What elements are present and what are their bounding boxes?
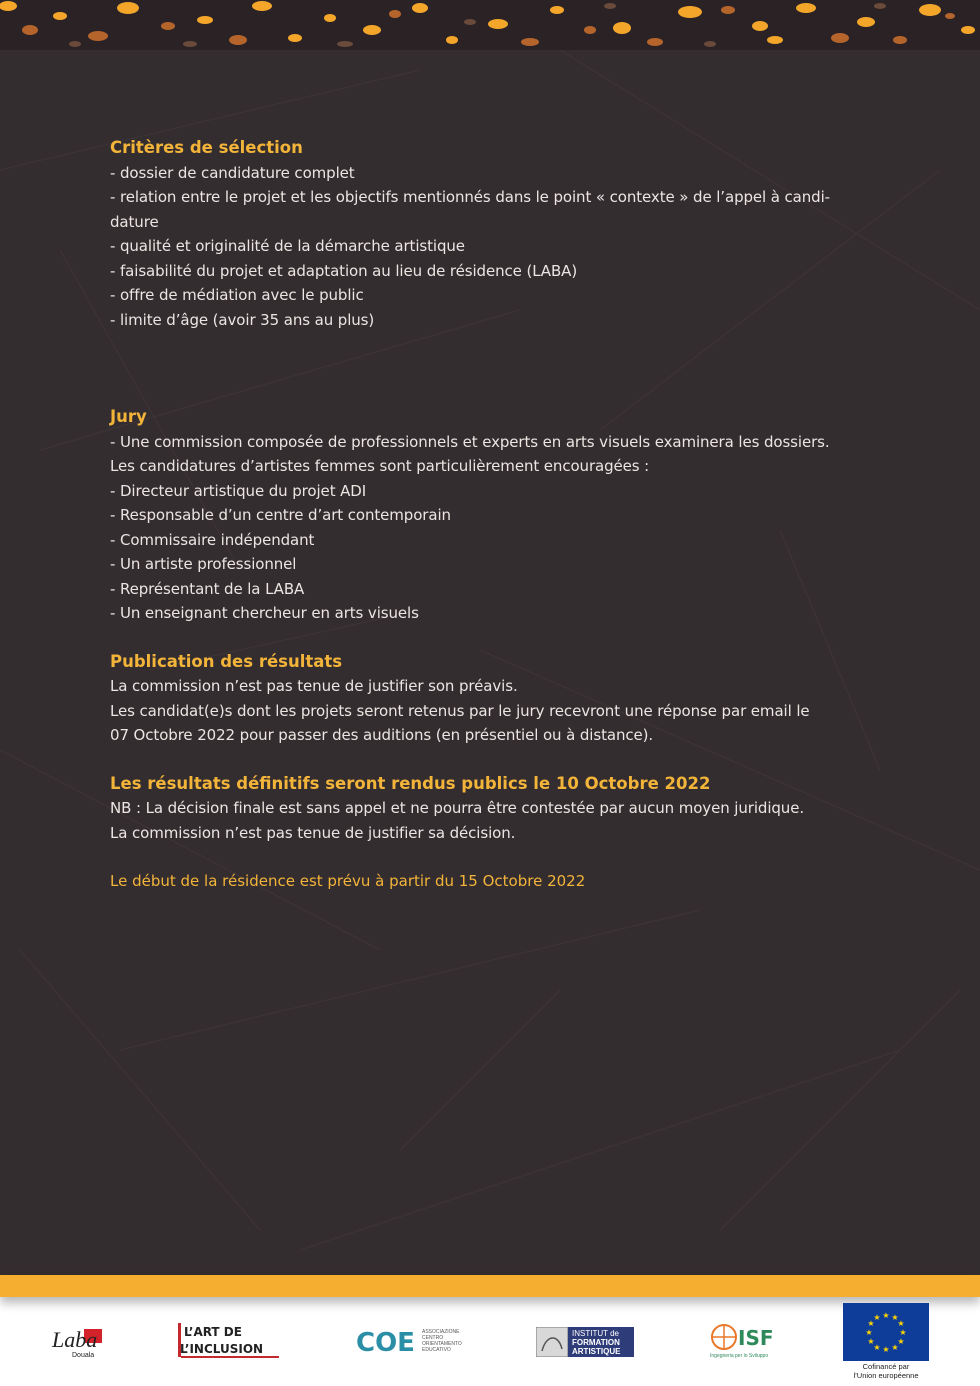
laba-logo (50, 1325, 106, 1361)
jury-line: - Responsable d’un centre d’art contemporain (110, 506, 451, 524)
svg-text:★: ★ (882, 1311, 890, 1320)
publication-line: 07 Octobre 2022 pour passer des auditions (en présentiel ou à distance). (110, 726, 654, 744)
footer-accent-bar (0, 1275, 980, 1297)
svg-text:Laba: Laba (52, 1327, 98, 1352)
svg-text:★: ★ (897, 1319, 905, 1328)
svg-text:ASSOCIAZIONE: ASSOCIAZIONE (422, 1329, 460, 1335)
art-inclusion-logo (178, 1323, 282, 1359)
criteres-line: - qualité et originalité de la démarche artistique (110, 237, 465, 255)
jury-line: - Un enseignant chercheur en arts visuels (110, 604, 419, 622)
svg-text:Douala: Douala (72, 1352, 95, 1359)
section-title-criteres: Critères de sélection (110, 138, 303, 157)
jury-line: - Un artiste professionnel (110, 555, 297, 573)
criteres-line: dature (110, 212, 159, 231)
eu-caption: Cofinancé par l’Union européenne (853, 1362, 919, 1380)
residence-start-note: Le début de la résidence est prévu à partir du 15 Octobre 2022 (110, 872, 586, 890)
svg-text:★: ★ (891, 1313, 899, 1322)
criteres-line: - faisabilité du projet et adaptation au lieu de résidence (LABA) (110, 261, 578, 280)
ifa-logo (536, 1327, 634, 1357)
criteres-line: - offre de médiation avec le public (110, 286, 364, 304)
svg-text:FORMATION: FORMATION (572, 1338, 620, 1347)
jury-line: - Directeur artistique du projet ADI (110, 481, 367, 500)
svg-text:INSTITUT de: INSTITUT de (572, 1329, 619, 1338)
jury-line: - Représentant de la LABA (110, 579, 305, 598)
terrazzo-pattern (0, 0, 980, 50)
svg-text:★: ★ (865, 1328, 873, 1337)
top-decorative-band (0, 0, 980, 50)
svg-text:★: ★ (897, 1337, 905, 1346)
svg-text:ISF: ISF (738, 1326, 774, 1350)
svg-text:Ingegneria per lo Sviluppo: Ingegneria per lo Sviluppo (710, 1353, 769, 1359)
resultats-line: NB : La décision finale est sans appel et ne pourra être contestée par aucun moyen juridique. (110, 799, 805, 817)
svg-text:COE: COE (356, 1328, 415, 1358)
svg-text:★: ★ (873, 1313, 881, 1322)
jury-line: Les candidatures d’artistes femmes sont particulièrement encouragées : (110, 457, 650, 475)
svg-text:★: ★ (873, 1343, 881, 1352)
partner-logos (0, 1297, 980, 1386)
section-title-jury: Jury (110, 407, 147, 426)
document-body (110, 136, 900, 894)
svg-text:★: ★ (899, 1328, 907, 1337)
jury-line: - Commissaire indépendant (110, 530, 315, 549)
svg-text:L’ART DE: L’ART DE (184, 1325, 242, 1339)
criteres-line: - relation entre le projet et les objectifs mentionnés dans le point « contexte » de l’appel à candi- (110, 188, 830, 206)
criteres-line: - dossier de candidature complet (110, 163, 355, 182)
resultats-line: La commission n’est pas tenue de justifier sa décision. (110, 823, 516, 842)
jury-line: - Une commission composée de professionnels et experts en arts visuels examinera les dossiers. (110, 432, 830, 451)
svg-text:★: ★ (867, 1337, 875, 1346)
isf-logo (710, 1323, 780, 1359)
criteres-line: - limite d’âge (avoir 35 ans au plus) (110, 310, 375, 329)
content-panel (0, 50, 980, 1275)
svg-text:ARTISTIQUE: ARTISTIQUE (572, 1347, 621, 1356)
eu-flag-icon (843, 1303, 929, 1361)
svg-text:★: ★ (867, 1319, 875, 1328)
publication-line: La commission n’est pas tenue de justifier son préavis. (110, 677, 518, 695)
publication-line: Les candidat(e)s dont les projets seront retenus par le jury recevront une réponse par email le (110, 701, 810, 720)
coe-logo (356, 1325, 462, 1359)
section-title-resultats: Les résultats définitifs seront rendus publics le 10 Octobre 2022 (110, 773, 711, 793)
svg-text:L’INCLUSION: L’INCLUSION (180, 1342, 264, 1356)
section-title-publication: Publication des résultats (110, 651, 343, 671)
svg-text:CENTRO: CENTRO (422, 1335, 444, 1341)
svg-text:ORIENTAMENTO: ORIENTAMENTO (422, 1341, 462, 1347)
svg-text:EDUCATIVO: EDUCATIVO (422, 1347, 451, 1353)
svg-text:★: ★ (882, 1345, 890, 1354)
svg-text:★: ★ (891, 1343, 899, 1352)
